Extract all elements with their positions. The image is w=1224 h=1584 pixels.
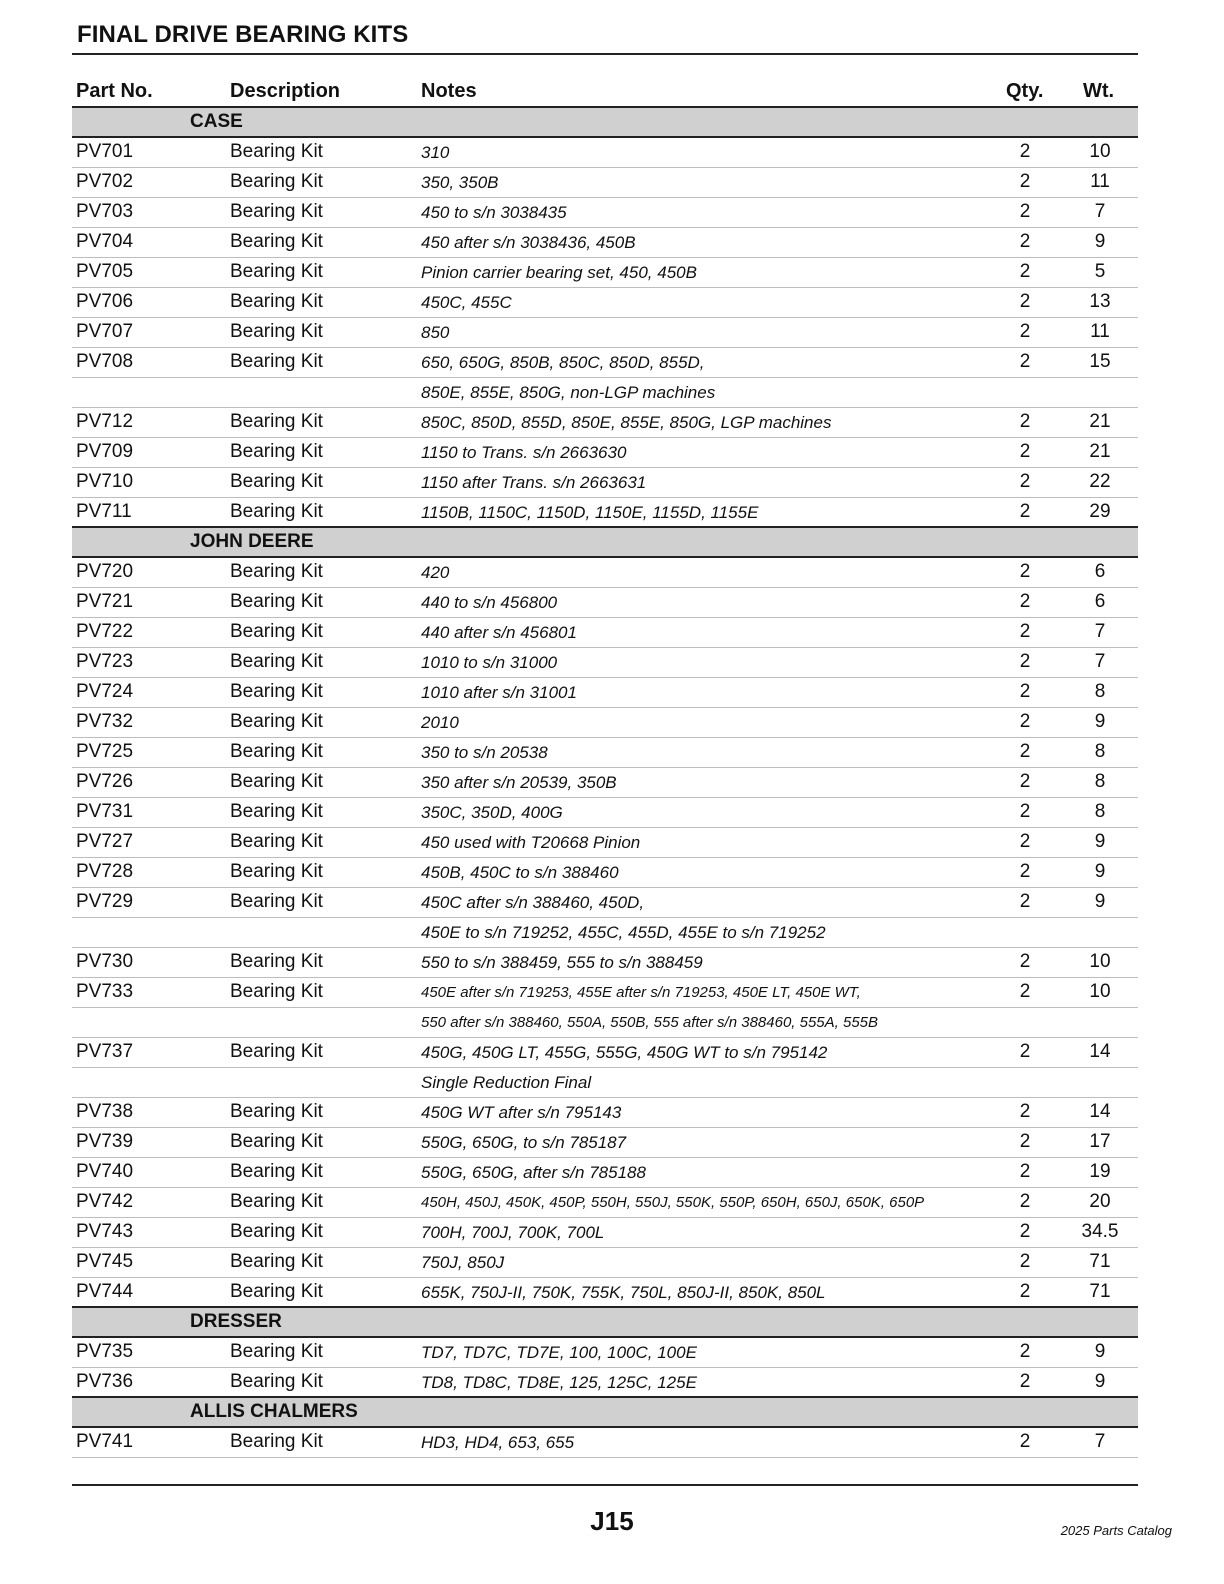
table-row [72, 1128, 1138, 1158]
part-number: PV742 [76, 1191, 134, 1212]
notes: 700H, 700J, 700K, 700L [421, 1223, 605, 1242]
table-row [72, 1008, 1138, 1038]
table-row [72, 648, 1138, 678]
weight: 10 [1089, 951, 1111, 972]
notes: 655K, 750J-II, 750K, 755K, 750L, 850J-II, 850K, 850L [421, 1283, 826, 1302]
description: Bearing Kit [230, 1341, 323, 1362]
part-number: PV736 [76, 1371, 134, 1392]
notes: 550G, 650G, after s/n 785188 [421, 1163, 646, 1182]
table-row [72, 858, 1138, 888]
table-row [72, 228, 1138, 258]
part-number: PV728 [76, 861, 134, 882]
weight: 6 [1094, 591, 1106, 612]
weight: 9 [1094, 1341, 1106, 1362]
notes: TD8, TD8C, TD8E, 125, 125C, 125E [421, 1373, 697, 1392]
part-number: PV709 [76, 441, 134, 462]
quantity: 2 [1019, 141, 1031, 162]
description: Bearing Kit [230, 981, 323, 1002]
quantity: 2 [1019, 771, 1031, 792]
description: Bearing Kit [230, 831, 323, 852]
description: Bearing Kit [230, 1131, 323, 1152]
section-header [72, 1398, 1138, 1428]
quantity: 2 [1019, 231, 1031, 252]
description: Bearing Kit [230, 1371, 323, 1392]
weight: 15 [1089, 351, 1111, 372]
parts-table [72, 108, 1138, 1458]
table-row [72, 1068, 1138, 1098]
part-number: PV725 [76, 741, 134, 762]
notes: 450 used with T20668 Pinion [421, 833, 641, 852]
description: Bearing Kit [230, 441, 323, 462]
table-row [72, 198, 1138, 228]
weight: 14 [1089, 1041, 1111, 1062]
weight: 9 [1094, 1371, 1106, 1392]
weight: 7 [1094, 621, 1106, 642]
description: Bearing Kit [230, 771, 323, 792]
description: Bearing Kit [230, 591, 323, 612]
part-number: PV745 [76, 1251, 134, 1272]
page-title: FINAL DRIVE BEARING KITS [77, 21, 409, 48]
table-row [72, 1428, 1138, 1458]
description: Bearing Kit [230, 351, 323, 372]
part-number: PV731 [76, 801, 134, 822]
table-row [72, 738, 1138, 768]
section-name: JOHN DEERE [190, 531, 314, 552]
weight: 10 [1089, 981, 1111, 1002]
table-row [72, 978, 1138, 1008]
description: Bearing Kit [230, 231, 323, 252]
section-header [72, 108, 1138, 138]
header-wt: Wt. [1083, 80, 1115, 102]
quantity: 2 [1019, 171, 1031, 192]
quantity: 2 [1019, 981, 1031, 1002]
weight: 6 [1094, 561, 1106, 582]
description: Bearing Kit [230, 681, 323, 702]
notes: TD7, TD7C, TD7E, 100, 100C, 100E [421, 1343, 697, 1362]
quantity: 2 [1019, 741, 1031, 762]
table-row [72, 438, 1138, 468]
part-number: PV732 [76, 711, 134, 732]
part-number: PV727 [76, 831, 134, 852]
weight: 34.5 [1081, 1221, 1119, 1242]
weight: 7 [1094, 651, 1106, 672]
notes: 850 [421, 323, 450, 342]
part-number: PV724 [76, 681, 134, 702]
catalog-label: 2025 Parts Catalog [1060, 1523, 1172, 1538]
weight: 9 [1094, 891, 1106, 912]
weight: 7 [1094, 1431, 1106, 1452]
notes: 450 after s/n 3038436, 450B [421, 233, 636, 252]
section-header [72, 528, 1138, 558]
table-row [72, 348, 1138, 378]
weight: 11 [1090, 171, 1110, 192]
table-header [72, 76, 1138, 108]
description: Bearing Kit [230, 1251, 323, 1272]
header-qty: Qty. [1006, 80, 1044, 102]
notes: 450C after s/n 388460, 450D, [421, 893, 645, 912]
weight: 5 [1094, 261, 1106, 282]
section-name: DRESSER [190, 1311, 282, 1332]
description: Bearing Kit [230, 1191, 323, 1212]
notes: 450H, 450J, 450K, 450P, 550H, 550J, 550K, 550P, 650H, 650J, 650K, 650P [421, 1194, 925, 1211]
table-row [72, 1368, 1138, 1398]
part-number: PV730 [76, 951, 134, 972]
notes: 350C, 350D, 400G [421, 803, 563, 822]
weight: 9 [1094, 831, 1106, 852]
notes: 850E, 855E, 850G, non-LGP machines [421, 383, 716, 402]
part-number: PV712 [76, 411, 134, 432]
notes: 350, 350B [421, 173, 499, 192]
description: Bearing Kit [230, 1431, 323, 1452]
description: Bearing Kit [230, 861, 323, 882]
part-number: PV704 [76, 231, 134, 252]
notes: 440 to s/n 456800 [421, 593, 558, 612]
description: Bearing Kit [230, 1221, 323, 1242]
part-number: PV740 [76, 1161, 134, 1182]
weight: 8 [1094, 741, 1106, 762]
quantity: 2 [1019, 321, 1031, 342]
table-row [72, 498, 1138, 528]
part-number: PV733 [76, 981, 134, 1002]
weight: 8 [1094, 801, 1106, 822]
table-row [72, 468, 1138, 498]
description: Bearing Kit [230, 411, 323, 432]
notes: 1010 after s/n 31001 [421, 683, 577, 702]
table-row [72, 258, 1138, 288]
quantity: 2 [1019, 1281, 1031, 1302]
weight: 11 [1090, 321, 1110, 342]
table-row [72, 1278, 1138, 1308]
notes: HD3, HD4, 653, 655 [421, 1433, 575, 1452]
weight: 7 [1094, 201, 1106, 222]
quantity: 2 [1019, 1371, 1031, 1392]
part-number: PV720 [76, 561, 134, 582]
part-number: PV737 [76, 1041, 134, 1062]
table-row [72, 1248, 1138, 1278]
notes: 1010 to s/n 31000 [421, 653, 558, 672]
quantity: 2 [1019, 591, 1031, 612]
table-row [72, 408, 1138, 438]
notes: 450G, 450G LT, 455G, 555G, 450G WT to s/n 795142 [421, 1043, 828, 1062]
quantity: 2 [1019, 1341, 1031, 1362]
quantity: 2 [1019, 1431, 1031, 1452]
notes: 1150B, 1150C, 1150D, 1150E, 1155D, 1155E [421, 503, 759, 522]
quantity: 2 [1019, 1131, 1031, 1152]
description: Bearing Kit [230, 291, 323, 312]
notes: 450E after s/n 719253, 455E after s/n 719253, 450E LT, 450E WT, [421, 984, 861, 1001]
table-row [72, 888, 1138, 918]
part-number: PV710 [76, 471, 134, 492]
notes: Single Reduction Final [421, 1073, 592, 1092]
notes: 650, 650G, 850B, 850C, 850D, 855D, [421, 353, 705, 372]
quantity: 2 [1019, 681, 1031, 702]
weight: 29 [1089, 501, 1111, 522]
table-row [72, 708, 1138, 738]
description: Bearing Kit [230, 171, 323, 192]
notes: 450B, 450C to s/n 388460 [421, 863, 619, 882]
notes: 1150 after Trans. s/n 2663631 [421, 473, 647, 492]
part-number: PV735 [76, 1341, 134, 1362]
footer-divider [72, 1484, 1138, 1486]
quantity: 2 [1019, 1041, 1031, 1062]
part-number: PV741 [76, 1431, 134, 1452]
title-divider [72, 53, 1138, 55]
table-row [72, 798, 1138, 828]
weight: 13 [1089, 291, 1111, 312]
table-row [72, 1098, 1138, 1128]
table-row [72, 948, 1138, 978]
description: Bearing Kit [230, 141, 323, 162]
table-row [72, 378, 1138, 408]
quantity: 2 [1019, 501, 1031, 522]
quantity: 2 [1019, 1251, 1031, 1272]
part-number: PV706 [76, 291, 134, 312]
description: Bearing Kit [230, 561, 323, 582]
part-number: PV705 [76, 261, 134, 282]
notes: 1150 to Trans. s/n 2663630 [421, 443, 627, 462]
part-number: PV722 [76, 621, 134, 642]
header-part-no: Part No. [76, 80, 153, 102]
quantity: 2 [1019, 1161, 1031, 1182]
section-name: ALLIS CHALMERS [190, 1401, 358, 1422]
quantity: 2 [1019, 711, 1031, 732]
part-number: PV708 [76, 351, 134, 372]
section-name: CASE [190, 111, 243, 132]
table-row [72, 768, 1138, 798]
quantity: 2 [1019, 891, 1031, 912]
description: Bearing Kit [230, 501, 323, 522]
quantity: 2 [1019, 651, 1031, 672]
notes: 350 after s/n 20539, 350B [421, 773, 617, 792]
notes: Pinion carrier bearing set, 450, 450B [421, 263, 697, 282]
description: Bearing Kit [230, 1281, 323, 1302]
part-number: PV744 [76, 1281, 134, 1302]
table-row [72, 558, 1138, 588]
quantity: 2 [1019, 1101, 1031, 1122]
description: Bearing Kit [230, 741, 323, 762]
weight: 9 [1094, 231, 1106, 252]
weight: 19 [1089, 1161, 1111, 1182]
quantity: 2 [1019, 1191, 1031, 1212]
part-number: PV701 [76, 141, 134, 162]
weight: 71 [1089, 1281, 1111, 1302]
weight: 9 [1094, 711, 1106, 732]
part-number: PV702 [76, 171, 134, 192]
part-number: PV703 [76, 201, 134, 222]
part-number: PV723 [76, 651, 134, 672]
notes: 550 to s/n 388459, 555 to s/n 388459 [421, 953, 703, 972]
part-number: PV738 [76, 1101, 134, 1122]
notes: 450 to s/n 3038435 [421, 203, 567, 222]
weight: 10 [1089, 141, 1111, 162]
table-row [72, 318, 1138, 348]
notes: 420 [421, 563, 450, 582]
table-row [72, 1038, 1138, 1068]
weight: 9 [1094, 861, 1106, 882]
part-number: PV721 [76, 591, 134, 612]
description: Bearing Kit [230, 651, 323, 672]
quantity: 2 [1019, 201, 1031, 222]
notes: 2010 [421, 713, 459, 732]
quantity: 2 [1019, 831, 1031, 852]
description: Bearing Kit [230, 891, 323, 912]
weight: 21 [1089, 411, 1111, 432]
table-row [72, 678, 1138, 708]
quantity: 2 [1019, 261, 1031, 282]
notes: 310 [421, 143, 450, 162]
quantity: 2 [1019, 411, 1031, 432]
part-number: PV726 [76, 771, 134, 792]
notes: 550 after s/n 388460, 550A, 550B, 555 after s/n 388460, 555A, 555B [421, 1014, 879, 1031]
table-row [72, 918, 1138, 948]
notes: 450E to s/n 719252, 455C, 455D, 455E to s/n 719252 [421, 923, 826, 942]
table-row [72, 828, 1138, 858]
quantity: 2 [1019, 351, 1031, 372]
part-number: PV729 [76, 891, 134, 912]
weight: 21 [1089, 441, 1111, 462]
description: Bearing Kit [230, 801, 323, 822]
weight: 8 [1094, 681, 1106, 702]
description: Bearing Kit [230, 951, 323, 972]
notes: 550G, 650G, to s/n 785187 [421, 1133, 627, 1152]
header-notes: Notes [421, 80, 477, 102]
description: Bearing Kit [230, 261, 323, 282]
part-number: PV707 [76, 321, 134, 342]
quantity: 2 [1019, 801, 1031, 822]
notes: 850C, 850D, 855D, 850E, 855E, 850G, LGP machines [421, 413, 832, 432]
weight: 8 [1094, 771, 1106, 792]
table-row [72, 588, 1138, 618]
table-row [72, 288, 1138, 318]
table-row [72, 168, 1138, 198]
quantity: 2 [1019, 471, 1031, 492]
weight: 17 [1089, 1131, 1111, 1152]
notes: 750J, 850J [421, 1253, 505, 1272]
notes: 450G WT after s/n 795143 [421, 1103, 622, 1122]
table-row [72, 138, 1138, 168]
quantity: 2 [1019, 951, 1031, 972]
description: Bearing Kit [230, 1041, 323, 1062]
section-header [72, 1308, 1138, 1338]
quantity: 2 [1019, 1221, 1031, 1242]
notes: 350 to s/n 20538 [421, 743, 548, 762]
header-description: Description [230, 80, 341, 102]
weight: 22 [1089, 471, 1111, 492]
weight: 71 [1089, 1251, 1111, 1272]
description: Bearing Kit [230, 201, 323, 222]
part-number: PV743 [76, 1221, 134, 1242]
table-row [72, 618, 1138, 648]
description: Bearing Kit [230, 471, 323, 492]
notes: 440 after s/n 456801 [421, 623, 577, 642]
quantity: 2 [1019, 861, 1031, 882]
part-number: PV711 [76, 501, 132, 522]
description: Bearing Kit [230, 621, 323, 642]
description: Bearing Kit [230, 1101, 323, 1122]
description: Bearing Kit [230, 321, 323, 342]
quantity: 2 [1019, 441, 1031, 462]
weight: 20 [1089, 1191, 1111, 1212]
quantity: 2 [1019, 561, 1031, 582]
quantity: 2 [1019, 291, 1031, 312]
page-number: J15 [590, 1506, 634, 1536]
table-row [72, 1188, 1138, 1218]
notes: 450C, 455C [421, 293, 512, 312]
table-row [72, 1338, 1138, 1368]
description: Bearing Kit [230, 711, 323, 732]
description: Bearing Kit [230, 1161, 323, 1182]
weight: 14 [1089, 1101, 1111, 1122]
quantity: 2 [1019, 621, 1031, 642]
table-row [72, 1218, 1138, 1248]
table-row [72, 1158, 1138, 1188]
part-number: PV739 [76, 1131, 134, 1152]
